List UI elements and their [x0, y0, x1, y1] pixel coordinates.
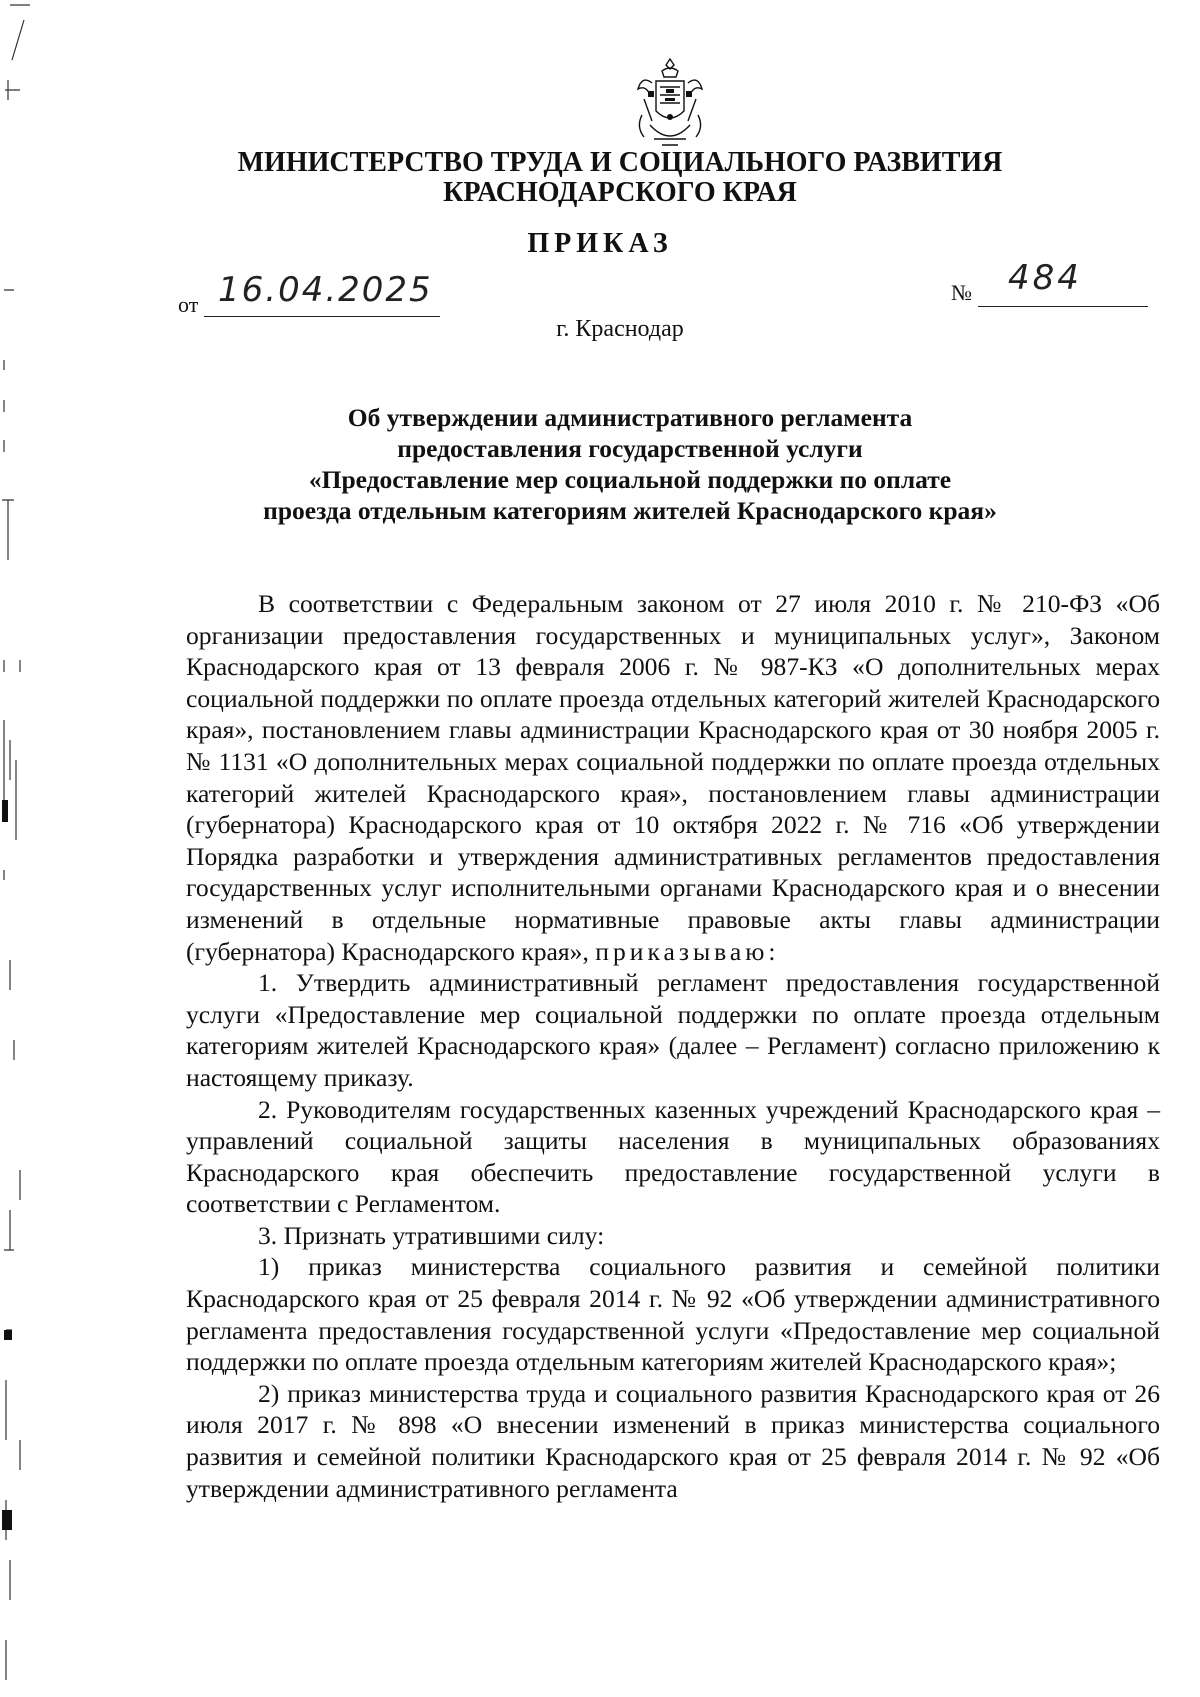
subject-line: «Предоставление мер социальной поддержки по оплате — [308, 465, 952, 494]
order-body — [186, 588, 1160, 1504]
handwritten-date: 16.04.2025 — [218, 270, 433, 310]
date-label: от — [178, 292, 199, 317]
ministry-name-line1: МИНИСТЕРСТВО ТРУДА И СОЦИАЛЬНОГО РАЗВИТИЯ — [237, 147, 1003, 178]
decree-word: приказываю: — [595, 936, 780, 966]
order-subitem: 2) приказ министерства труда и социального развития Краснодарского края от 26 июля 2017 г. № 898 «О внесении изменений в приказ министерства социального развития и семейной политики Краснодарского края от 25 февраля 2014 г. № 92 «Об утверждении административного регламента — [186, 1378, 1160, 1503]
document-type-title: ПРИКАЗ — [527, 228, 673, 259]
order-item: 1. Утвердить административный регламент предоставления государственной услуги «Предоставление мер социальной поддержки по оплате проезда отдельным категориям жителей Краснодарского края» (далее – Регламент) согласно приложению к настоящему приказу. — [186, 968, 1160, 1092]
handwritten-number: 484 — [1008, 258, 1082, 298]
subject-line: Об утверждении административного регламента — [347, 403, 913, 432]
order-item: 2. Руководителям государственных казенных учреждений Краснодарского края – управлений социальной защиты населения в муниципальных образованиях Краснодарского края обеспечить предоставление государственной услуги в соответствии с Регламентом. — [186, 1094, 1160, 1219]
number-underline — [978, 306, 1148, 307]
preamble-text: В соответствии с Федеральным законом от 27 июля 2010 г. № 210-ФЗ «Об организации предоставления государственных и муниципальных услуг», Законом Краснодарского края от 13 февраля 2006 г. № 987-КЗ «О дополнительных мерах социальной поддержки по оплате проезда отдельных категорий жителей Краснодарского края», постановлением главы администрации Краснодарского края от 30 ноября 2005 г. № 1131 «О дополнительных мерах социальной поддержки по оплате проезда отдельных категорий жителей Краснодарского края», постановлением главы администрации (губернатора) Краснодарского края от 10 октября 2022 г. № 716 «Об утверждении Порядка разработки и утверждения административных регламентов предоставления государственных услуг исполнительными органами Краснодарского края и о внесении изменений в отдельные нормативные правовые акты главы администрации (губернатора) Краснодарского края», — [186, 589, 1160, 966]
subject-line: предоставления государственной услуги — [397, 434, 863, 463]
number-label: № — [951, 280, 972, 305]
subject-line: проезда отдельным категориям жителей Краснодарского края» — [263, 496, 997, 525]
order-subject — [210, 402, 1050, 526]
ministry-name-line2: КРАСНОДАРСКОГО КРАЯ — [443, 177, 797, 208]
order-item: 3. Признать утратившими силу: — [258, 1220, 605, 1250]
ministry-name — [180, 148, 1060, 208]
order-subitem: 1) приказ министерства социального развития и семейной политики Краснодарского края от 25 февраля 2014 г. № 92 «Об утверждении административного регламента предоставления государственной услуги «Предоставление мер социальной поддержки по оплате проезда отдельным категориям жителей Краснодарского края»; — [186, 1252, 1160, 1377]
coat-of-arms-emblem — [632, 55, 708, 151]
city-name: г. Краснодар — [556, 316, 684, 342]
preamble-paragraph — [186, 588, 1160, 967]
